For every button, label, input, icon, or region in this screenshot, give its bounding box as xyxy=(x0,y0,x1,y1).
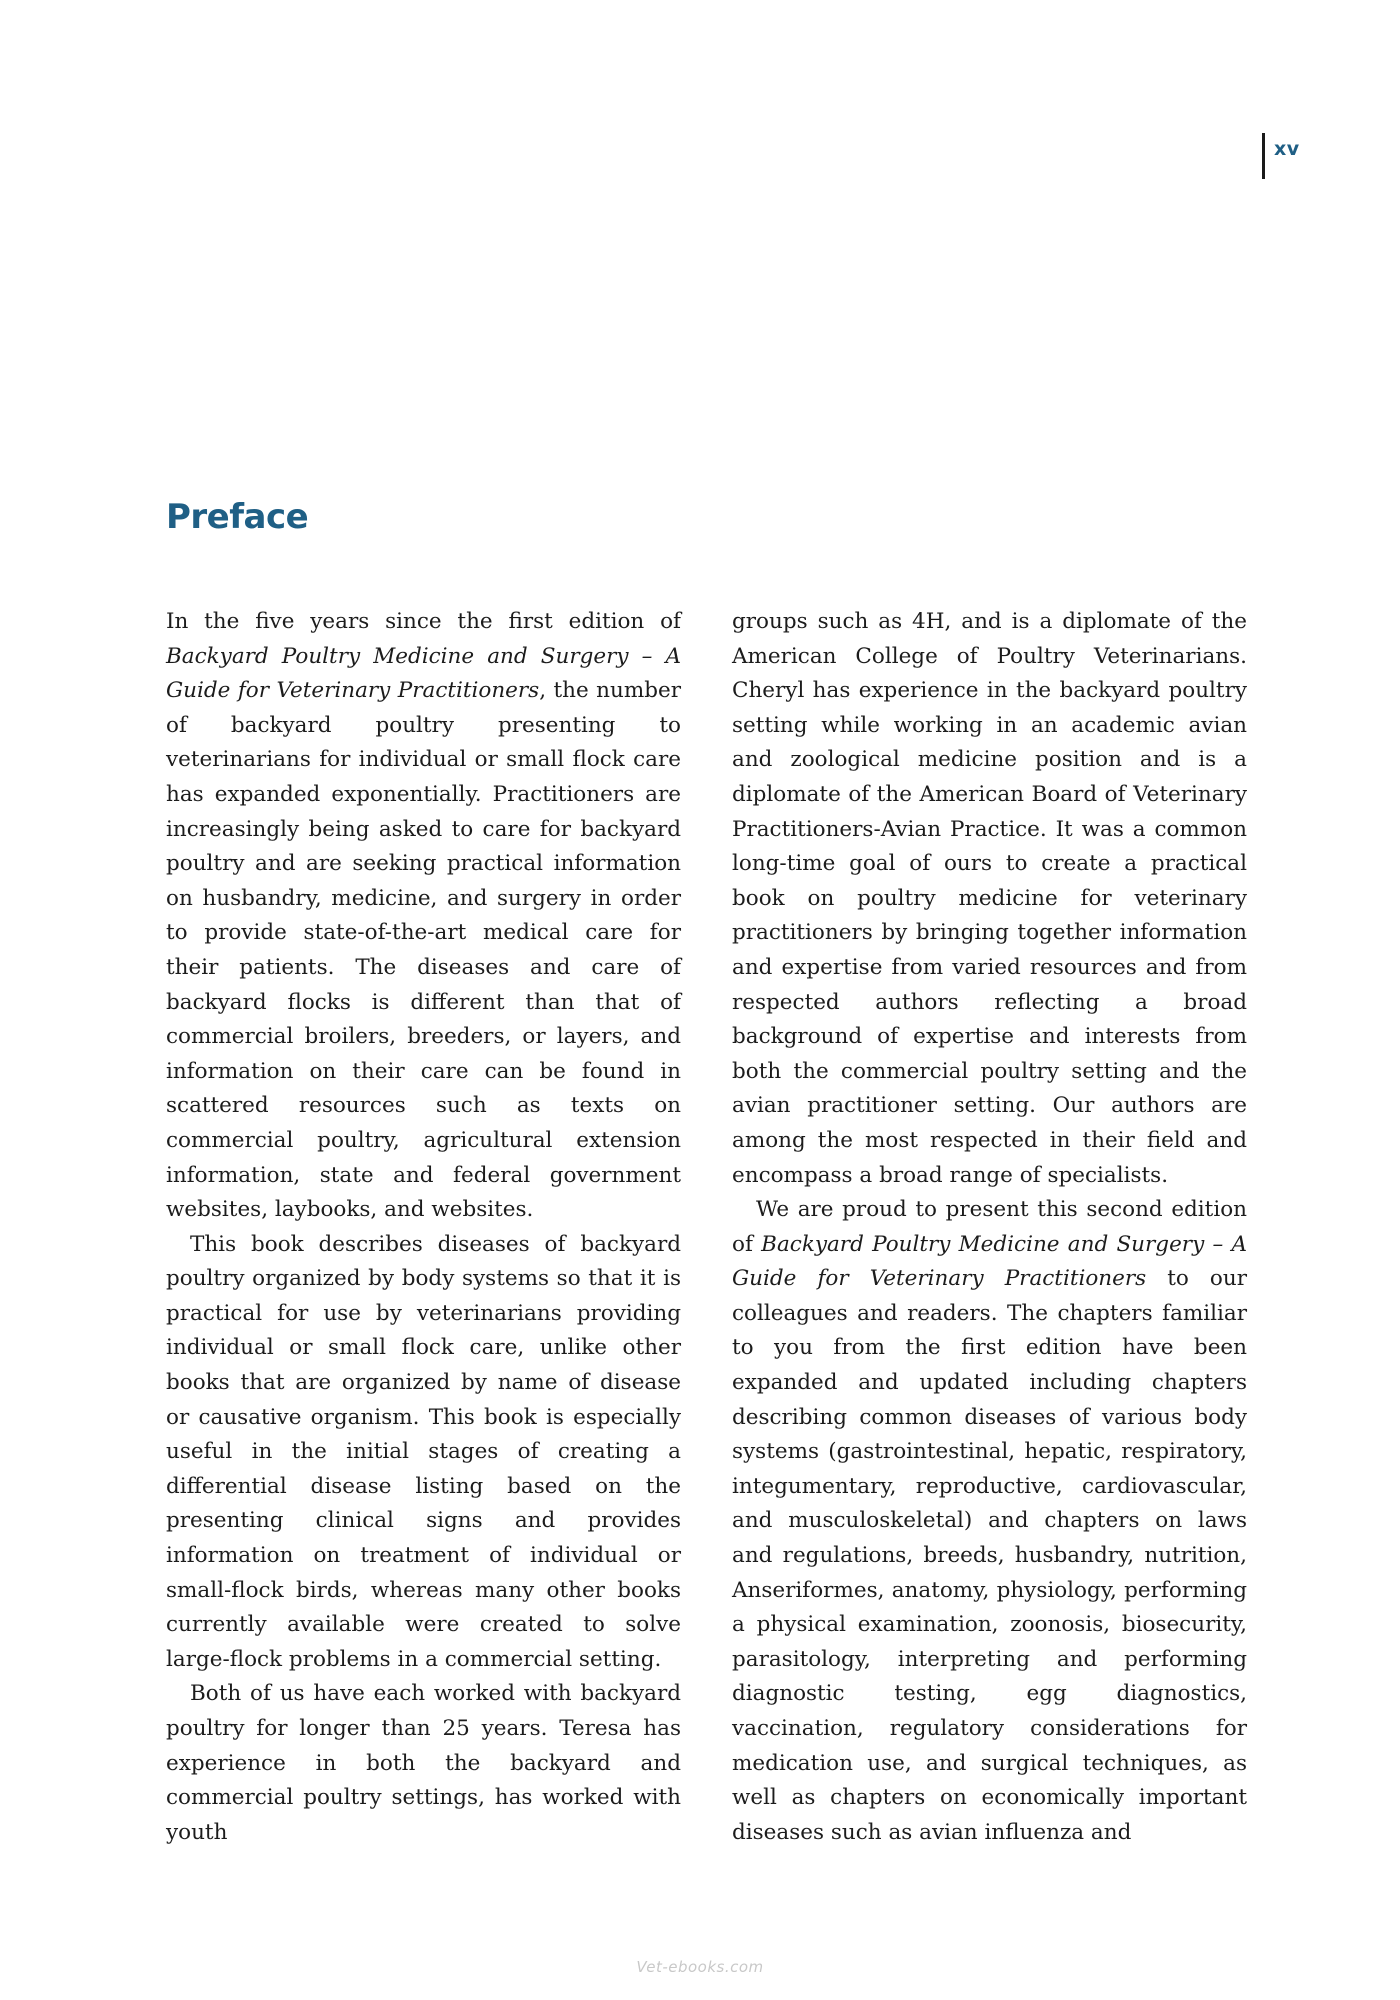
book-title-italic: Backyard Poultry Medicine and Surgery – A Guide for Veterinary Practitioners xyxy=(166,643,681,704)
paragraph-1 xyxy=(166,605,681,1228)
paragraph-1-text-b: , the number of backyard poultry presenting to veterinarians for individual or small flock care has expanded exponentially. Practitioners are increasingly being asked to care for backyard poultry and are seeking practical information on husbandry, medicine, and surgery in order to provide state-of-the-art medical care for their patients. The diseases and care of backyard flocks is different than that of commercial broilers, breeders, or layers, and information on their care can be found in scattered resources such as texts on commercial poultry, agricultural extension information, state and federal government websites, laybooks, and websites. xyxy=(166,678,681,1223)
page-number: xv xyxy=(1274,138,1300,160)
paragraph-4-text-a: We are proud to present this second edition of xyxy=(732,1197,1247,1257)
text-column-right xyxy=(732,605,1247,1850)
paragraph-2: This book describes diseases of backyard poultry organized by body systems so that it is practical for use by veterinarians providing individual or small flock care, unlike other books that are organized by name of disease or causative organism. This book is especially useful in the initial stages of creating a differential disease listing based on the presenting clinical signs and provides information on treatment of individual or small-flock birds, whereas many other books currently available were created to solve large-flock problems in a commercial setting. xyxy=(166,1231,681,1672)
paragraph-3-continued: groups such as 4H, and is a diplomate of the American College of Poultry Veterinarians. Cheryl has experience in the backyard poultry setting while working in an academic avian and zoological medicine position and is a diplomate of the American Board of Veterinary Practitioners-Avian Practice. It was a common long-time goal of ours to create a practical book on poultry medicine for veterinary practitioners by bringing together information and expertise from varied resources and from respected authors reflecting a broad background of expertise and interests from both the commercial poultry setting and the avian practitioner setting. Our authors are among the most respected in their field and encompass a broad range of specialists. xyxy=(732,609,1247,1188)
watermark-logo: Vet-ebooks.com xyxy=(636,1958,764,1976)
book-title-italic: Backyard Poultry Medicine and Surgery – A Guide for Veterinary Practitioners xyxy=(732,1231,1247,1292)
paragraph-3: Both of us have each worked with backyard poultry for longer than 25 years. Teresa has experience in both the backyard and commercial poultry settings, has worked with youth xyxy=(166,1681,681,1845)
paragraph-1-text-a: In the five years since the first edition of xyxy=(166,609,681,634)
text-column-left xyxy=(166,605,681,1850)
folio-rule xyxy=(1262,133,1265,179)
paragraph-4 xyxy=(732,1193,1247,1850)
paragraph-4-text-b: to our colleagues and readers. The chapters familiar to you from the first edition have been expanded and updated including chapters describing common diseases of various body systems (gastrointestinal, hepatic, respiratory, integumentary, reproductive, cardiovascular, and musculoskeletal) and chapters on laws and regulations, breeds, husbandry, nutrition, Anseriformes, anatomy, physiology, performing a physical examination, zoonosis, biosecurity, parasitology, interpreting and performing diagnostic testing, egg diagnostics, vaccination, regulatory considerations for medication use, and surgical techniques, as well as chapters on economically important diseases such as avian influenza and xyxy=(732,1266,1247,1845)
page-title: Preface xyxy=(166,497,309,537)
